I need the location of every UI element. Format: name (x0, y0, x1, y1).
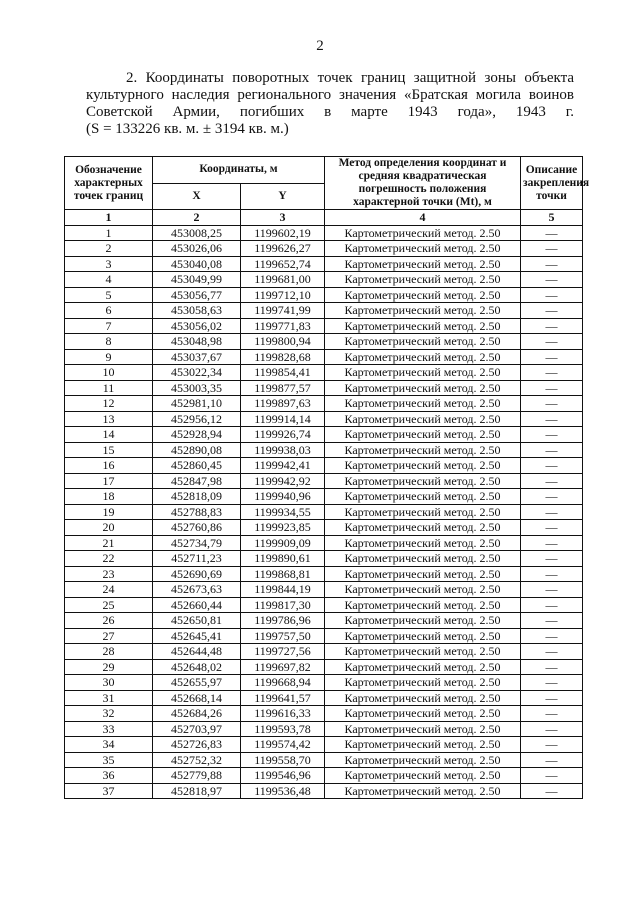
point-number-cell: 37 (65, 783, 153, 799)
description-cell: — (521, 272, 583, 288)
point-number-cell: 20 (65, 520, 153, 536)
description-cell: — (521, 582, 583, 598)
method-cell: Картометрический метод. 2.50 (325, 566, 521, 582)
x-coordinate-cell: 453058,63 (153, 303, 241, 319)
y-coordinate-cell: 1199602,19 (241, 225, 325, 241)
y-coordinate-cell: 1199914,14 (241, 411, 325, 427)
point-number-cell: 8 (65, 334, 153, 350)
table-row (65, 256, 583, 272)
description-cell: — (521, 489, 583, 505)
y-coordinate-cell: 1199741,99 (241, 303, 325, 319)
method-cell: Картометрический метод. 2.50 (325, 473, 521, 489)
description-cell: — (521, 566, 583, 582)
y-coordinate-cell: 1199574,42 (241, 737, 325, 753)
point-number-cell: 31 (65, 690, 153, 706)
table-row (65, 349, 583, 365)
table-row (65, 473, 583, 489)
description-cell: — (521, 380, 583, 396)
table-row (65, 318, 583, 334)
table-row (65, 520, 583, 536)
column-number: 1 (65, 210, 153, 226)
section-heading (86, 70, 574, 138)
method-cell: Картометрический метод. 2.50 (325, 287, 521, 303)
table-row (65, 768, 583, 784)
point-number-cell: 10 (65, 365, 153, 381)
y-coordinate-cell: 1199800,94 (241, 334, 325, 350)
point-number-cell: 18 (65, 489, 153, 505)
x-coordinate-cell: 453040,08 (153, 256, 241, 272)
table-row (65, 752, 583, 768)
description-cell: — (521, 458, 583, 474)
x-coordinate-cell: 452890,08 (153, 442, 241, 458)
table-row (65, 225, 583, 241)
x-coordinate-cell: 453048,98 (153, 334, 241, 350)
y-coordinate-cell: 1199828,68 (241, 349, 325, 365)
description-cell: — (521, 535, 583, 551)
heading-line: (S = 133226 кв. м. ± 3194 кв. м.) (86, 121, 289, 137)
x-coordinate-cell: 453008,25 (153, 225, 241, 241)
method-cell: Картометрический метод. 2.50 (325, 675, 521, 691)
description-cell: — (521, 303, 583, 319)
description-cell: — (521, 473, 583, 489)
x-coordinate-cell: 453049,99 (153, 272, 241, 288)
description-cell: — (521, 334, 583, 350)
method-cell: Картометрический метод. 2.50 (325, 768, 521, 784)
method-cell: Картометрический метод. 2.50 (325, 225, 521, 241)
y-coordinate-cell: 1199877,57 (241, 380, 325, 396)
y-coordinate-cell: 1199940,96 (241, 489, 325, 505)
y-coordinate-cell: 1199938,03 (241, 442, 325, 458)
y-coordinate-cell: 1199641,57 (241, 690, 325, 706)
method-cell: Картометрический метод. 2.50 (325, 272, 521, 288)
x-coordinate-cell: 452760,86 (153, 520, 241, 536)
point-number-cell: 19 (65, 504, 153, 520)
table-row (65, 597, 583, 613)
y-coordinate-cell: 1199727,56 (241, 644, 325, 660)
method-cell: Картометрический метод. 2.50 (325, 365, 521, 381)
x-coordinate-cell: 452648,02 (153, 659, 241, 675)
y-coordinate-cell: 1199897,63 (241, 396, 325, 412)
x-coordinate-cell: 452734,79 (153, 535, 241, 551)
point-number-cell: 15 (65, 442, 153, 458)
x-coordinate-cell: 453003,35 (153, 380, 241, 396)
y-coordinate-cell: 1199868,81 (241, 566, 325, 582)
page-number: 2 (316, 38, 324, 54)
point-number-cell: 26 (65, 613, 153, 629)
point-number-cell: 32 (65, 706, 153, 722)
method-cell: Картометрический метод. 2.50 (325, 318, 521, 334)
method-cell: Картометрический метод. 2.50 (325, 349, 521, 365)
description-cell: — (521, 520, 583, 536)
y-coordinate-cell: 1199771,83 (241, 318, 325, 334)
table-row (65, 706, 583, 722)
table-row (65, 690, 583, 706)
point-number-cell: 1 (65, 225, 153, 241)
header-description: Описание закрепления точки (521, 157, 583, 210)
method-cell: Картометрический метод. 2.50 (325, 783, 521, 799)
table-row (65, 241, 583, 257)
x-coordinate-cell: 452668,14 (153, 690, 241, 706)
method-cell: Картометрический метод. 2.50 (325, 721, 521, 737)
point-number-cell: 3 (65, 256, 153, 272)
point-number-cell: 21 (65, 535, 153, 551)
description-cell: — (521, 427, 583, 443)
description-cell: — (521, 597, 583, 613)
x-coordinate-cell: 452660,44 (153, 597, 241, 613)
table-row (65, 783, 583, 799)
point-number-cell: 23 (65, 566, 153, 582)
x-coordinate-cell: 452644,48 (153, 644, 241, 660)
point-number-cell: 4 (65, 272, 153, 288)
point-number-cell: 9 (65, 349, 153, 365)
x-coordinate-cell: 453022,34 (153, 365, 241, 381)
method-cell: Картометрический метод. 2.50 (325, 628, 521, 644)
y-coordinate-cell: 1199942,92 (241, 473, 325, 489)
y-coordinate-cell: 1199854,41 (241, 365, 325, 381)
y-coordinate-cell: 1199681,00 (241, 272, 325, 288)
description-cell: — (521, 349, 583, 365)
point-number-cell: 6 (65, 303, 153, 319)
y-coordinate-cell: 1199909,09 (241, 535, 325, 551)
description-cell: — (521, 551, 583, 567)
x-coordinate-cell: 452726,83 (153, 737, 241, 753)
y-coordinate-cell: 1199926,74 (241, 427, 325, 443)
x-coordinate-cell: 452711,23 (153, 551, 241, 567)
method-cell: Картометрический метод. 2.50 (325, 256, 521, 272)
y-coordinate-cell: 1199668,94 (241, 675, 325, 691)
column-number: 3 (241, 210, 325, 226)
header-point: Обозначение характерных точек границ (65, 157, 153, 210)
description-cell: — (521, 287, 583, 303)
table-row (65, 365, 583, 381)
point-number-cell: 16 (65, 458, 153, 474)
header-x: X (153, 183, 241, 210)
point-number-cell: 5 (65, 287, 153, 303)
x-coordinate-cell: 452684,26 (153, 706, 241, 722)
method-cell: Картометрический метод. 2.50 (325, 613, 521, 629)
point-number-cell: 17 (65, 473, 153, 489)
method-cell: Картометрический метод. 2.50 (325, 582, 521, 598)
point-number-cell: 25 (65, 597, 153, 613)
table-row (65, 458, 583, 474)
x-coordinate-cell: 452690,69 (153, 566, 241, 582)
column-number: 5 (521, 210, 583, 226)
table-row (65, 504, 583, 520)
table-row (65, 737, 583, 753)
y-coordinate-cell: 1199626,27 (241, 241, 325, 257)
y-coordinate-cell: 1199934,55 (241, 504, 325, 520)
method-cell: Картометрический метод. 2.50 (325, 535, 521, 551)
point-number-cell: 33 (65, 721, 153, 737)
method-cell: Картометрический метод. 2.50 (325, 334, 521, 350)
table-row (65, 442, 583, 458)
method-cell: Картометрический метод. 2.50 (325, 690, 521, 706)
point-number-cell: 30 (65, 675, 153, 691)
description-cell: — (521, 644, 583, 660)
table-row (65, 659, 583, 675)
method-cell: Картометрический метод. 2.50 (325, 551, 521, 567)
x-coordinate-cell: 453026,06 (153, 241, 241, 257)
method-cell: Картометрический метод. 2.50 (325, 396, 521, 412)
description-cell: — (521, 628, 583, 644)
point-number-cell: 22 (65, 551, 153, 567)
description-cell: — (521, 241, 583, 257)
table-row (65, 628, 583, 644)
description-cell: — (521, 256, 583, 272)
heading-line: 2. Координаты поворотных точек границ защитной зоны объекта (126, 70, 574, 86)
column-number: 4 (325, 210, 521, 226)
column-number: 2 (153, 210, 241, 226)
point-number-cell: 13 (65, 411, 153, 427)
method-cell: Картометрический метод. 2.50 (325, 659, 521, 675)
y-coordinate-cell: 1199593,78 (241, 721, 325, 737)
description-cell: — (521, 442, 583, 458)
table-row (65, 396, 583, 412)
point-number-cell: 11 (65, 380, 153, 396)
table-row (65, 287, 583, 303)
heading-line: Советской Армии, погибших в марте 1943 года», 1943 г. (86, 104, 574, 120)
x-coordinate-cell: 452788,83 (153, 504, 241, 520)
header-coordinates: Координаты, м (153, 157, 325, 184)
description-cell: — (521, 318, 583, 334)
point-number-cell: 28 (65, 644, 153, 660)
method-cell: Картометрический метод. 2.50 (325, 737, 521, 753)
y-coordinate-cell: 1199697,82 (241, 659, 325, 675)
x-coordinate-cell: 452703,97 (153, 721, 241, 737)
point-number-cell: 29 (65, 659, 153, 675)
point-number-cell: 14 (65, 427, 153, 443)
y-coordinate-cell: 1199942,41 (241, 458, 325, 474)
description-cell: — (521, 690, 583, 706)
description-cell: — (521, 396, 583, 412)
method-cell: Картометрический метод. 2.50 (325, 458, 521, 474)
table-row (65, 303, 583, 319)
x-coordinate-cell: 453056,77 (153, 287, 241, 303)
description-cell: — (521, 737, 583, 753)
table-row (65, 427, 583, 443)
x-coordinate-cell: 452981,10 (153, 396, 241, 412)
x-coordinate-cell: 452847,98 (153, 473, 241, 489)
description-cell: — (521, 659, 583, 675)
point-number-cell: 27 (65, 628, 153, 644)
description-cell: — (521, 768, 583, 784)
method-cell: Картометрический метод. 2.50 (325, 706, 521, 722)
table-row (65, 272, 583, 288)
point-number-cell: 35 (65, 752, 153, 768)
y-coordinate-cell: 1199890,61 (241, 551, 325, 567)
x-coordinate-cell: 452779,88 (153, 768, 241, 784)
description-cell: — (521, 411, 583, 427)
y-coordinate-cell: 1199757,50 (241, 628, 325, 644)
table-row (65, 675, 583, 691)
y-coordinate-cell: 1199616,33 (241, 706, 325, 722)
y-coordinate-cell: 1199786,96 (241, 613, 325, 629)
table-row (65, 644, 583, 660)
description-cell: — (521, 504, 583, 520)
description-cell: — (521, 721, 583, 737)
header-y: Y (241, 183, 325, 210)
method-cell: Картометрический метод. 2.50 (325, 597, 521, 613)
table-row (65, 535, 583, 551)
y-coordinate-cell: 1199546,96 (241, 768, 325, 784)
x-coordinate-cell: 452650,81 (153, 613, 241, 629)
table-row (65, 721, 583, 737)
method-cell: Картометрический метод. 2.50 (325, 504, 521, 520)
table-row (65, 411, 583, 427)
point-number-cell: 24 (65, 582, 153, 598)
description-cell: — (521, 365, 583, 381)
y-coordinate-cell: 1199817,30 (241, 597, 325, 613)
method-cell: Картометрический метод. 2.50 (325, 303, 521, 319)
x-coordinate-cell: 452673,63 (153, 582, 241, 598)
column-numbers-row (65, 210, 583, 226)
point-number-cell: 34 (65, 737, 153, 753)
method-cell: Картометрический метод. 2.50 (325, 489, 521, 505)
table-row (65, 566, 583, 582)
coordinates-table (64, 156, 590, 799)
method-cell: Картометрический метод. 2.50 (325, 427, 521, 443)
method-cell: Картометрический метод. 2.50 (325, 442, 521, 458)
y-coordinate-cell: 1199712,10 (241, 287, 325, 303)
method-cell: Картометрический метод. 2.50 (325, 520, 521, 536)
x-coordinate-cell: 452860,45 (153, 458, 241, 474)
table-row (65, 334, 583, 350)
y-coordinate-cell: 1199558,70 (241, 752, 325, 768)
method-cell: Картометрический метод. 2.50 (325, 644, 521, 660)
y-coordinate-cell: 1199844,19 (241, 582, 325, 598)
description-cell: — (521, 706, 583, 722)
x-coordinate-cell: 452928,94 (153, 427, 241, 443)
table-row (65, 551, 583, 567)
x-coordinate-cell: 452655,97 (153, 675, 241, 691)
description-cell: — (521, 613, 583, 629)
method-cell: Картометрический метод. 2.50 (325, 752, 521, 768)
table-row (65, 613, 583, 629)
x-coordinate-cell: 452956,12 (153, 411, 241, 427)
method-cell: Картометрический метод. 2.50 (325, 380, 521, 396)
table-body (65, 225, 583, 799)
x-coordinate-cell: 452818,97 (153, 783, 241, 799)
method-cell: Картометрический метод. 2.50 (325, 411, 521, 427)
description-cell: — (521, 675, 583, 691)
x-coordinate-cell: 452818,09 (153, 489, 241, 505)
point-number-cell: 7 (65, 318, 153, 334)
x-coordinate-cell: 453056,02 (153, 318, 241, 334)
description-cell: — (521, 783, 583, 799)
y-coordinate-cell: 1199923,85 (241, 520, 325, 536)
description-cell: — (521, 752, 583, 768)
y-coordinate-cell: 1199536,48 (241, 783, 325, 799)
point-number-cell: 36 (65, 768, 153, 784)
table-row (65, 380, 583, 396)
x-coordinate-cell: 452645,41 (153, 628, 241, 644)
description-cell: — (521, 225, 583, 241)
method-cell: Картометрический метод. 2.50 (325, 241, 521, 257)
y-coordinate-cell: 1199652,74 (241, 256, 325, 272)
point-number-cell: 12 (65, 396, 153, 412)
table-row (65, 489, 583, 505)
header-method: Метод определения координат и средняя квадратическая погрешность положения характерной точки (Mt), м (325, 157, 521, 210)
x-coordinate-cell: 452752,32 (153, 752, 241, 768)
x-coordinate-cell: 453037,67 (153, 349, 241, 365)
point-number-cell: 2 (65, 241, 153, 257)
heading-line: культурного наследия регионального значения «Братская могила воинов (86, 87, 574, 103)
table-row (65, 582, 583, 598)
